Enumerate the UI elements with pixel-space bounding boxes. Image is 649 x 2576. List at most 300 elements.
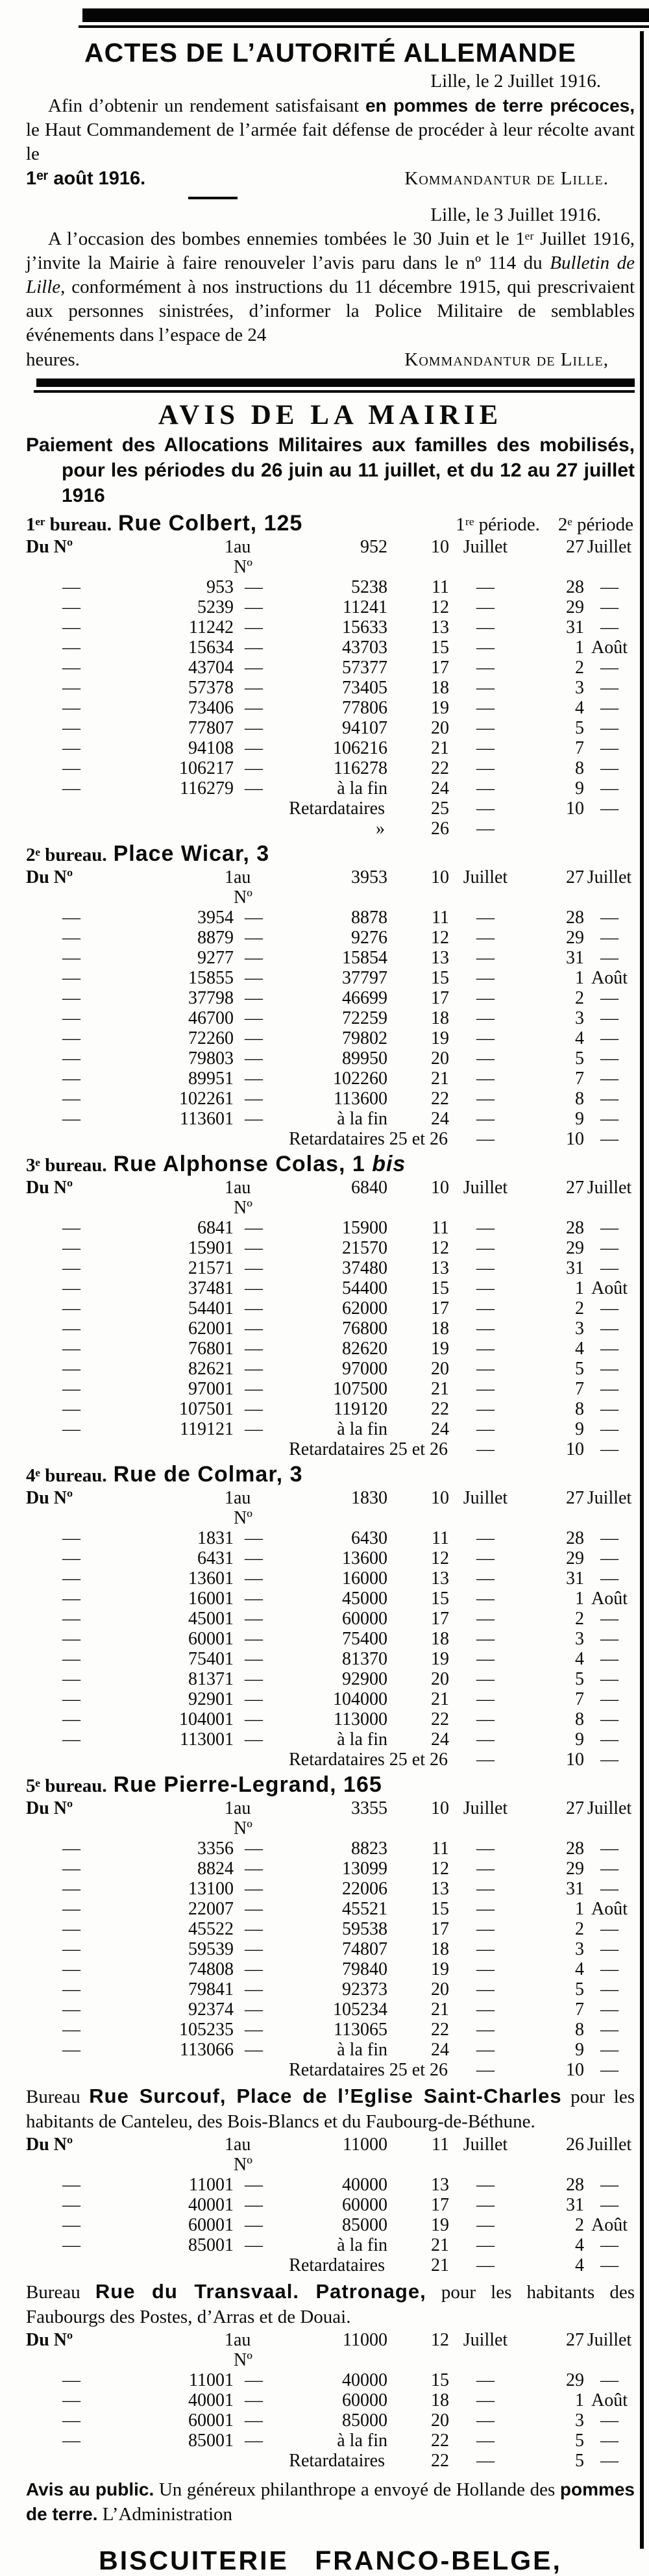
table-cell: — (600, 2000, 618, 2020)
table-cell: à la fin (337, 1729, 387, 1750)
table-cell: — (62, 1979, 80, 2000)
mairie-subtitle: Paiement des Allocations Militaires aux familles des mobilisés, pour les périodes du 26 juin au 11 juillet, et du 12 au 27 juillet 1916 (26, 434, 635, 506)
table-cell: 4 (575, 698, 584, 718)
table-cell: — (476, 778, 495, 799)
table-cell: 106216 (333, 738, 387, 758)
table-row (26, 1339, 635, 1359)
table-cell: — (62, 1319, 80, 1339)
table-cell: — (476, 1359, 495, 1379)
table-cell: — (62, 1669, 80, 1689)
table-cell: — (245, 2235, 263, 2255)
table-cell: 19 (431, 698, 449, 718)
table-cell: 1 (575, 1589, 584, 1609)
paragraph-pommes (26, 93, 635, 166)
table-cell: — (600, 678, 618, 698)
bureau-ordinal: 5ᵉ bureau. (26, 1776, 107, 1796)
table-cell: 16000 (342, 1568, 387, 1589)
table-row (26, 2000, 635, 2020)
table-cell: 21 (431, 2000, 449, 2020)
table-cell: — (600, 1218, 618, 1238)
table-cell: 19 (431, 2215, 449, 2235)
retardataires-label: Retardataires 25 et 26 (289, 2060, 448, 2080)
table-cell: — (245, 2410, 263, 2431)
table-cell: — (245, 1339, 263, 1359)
table-cell: 7 (575, 1379, 584, 1399)
table-cell: — (62, 1568, 80, 1589)
table-cell: — (245, 2390, 263, 2410)
table-cell: 105235 (179, 2020, 234, 2040)
table-cell: — (245, 1899, 263, 1919)
table-cell: — (245, 928, 263, 948)
table-cell: — (62, 2390, 80, 2410)
table-cell: 76800 (342, 1319, 387, 1339)
table-cell: — (600, 1109, 618, 1129)
table-cell: au Nº (234, 867, 252, 908)
retardataires-label: Retardataires (289, 2255, 385, 2275)
table-cell: 3 (575, 1319, 584, 1339)
table-cell: — (476, 1649, 495, 1669)
table-cell: — (476, 2451, 495, 2471)
table-cell: 28 (566, 1839, 584, 1859)
table-cell: — (476, 1589, 495, 1609)
table-cell: — (476, 968, 495, 988)
bureau-address: Rue de Colmar, 3 (113, 1462, 303, 1487)
table-cell: 73406 (188, 698, 234, 718)
table-cell: — (476, 2370, 495, 2390)
allocation-table (26, 1488, 635, 1770)
table-cell: — (476, 1069, 495, 1089)
table-cell: — (62, 928, 80, 948)
bureau-heading (26, 2279, 635, 2329)
table-cell: au Nº (234, 1488, 252, 1528)
table-cell: 10 (431, 1178, 449, 1198)
table-cell (584, 819, 635, 839)
table-cell: 13 (431, 2175, 449, 2195)
table-cell: — (600, 2255, 618, 2275)
table-cell: 5 (575, 1359, 584, 1379)
table-cell: — (245, 617, 263, 638)
table-cell: — (62, 698, 80, 718)
table-cell: 20 (431, 1359, 449, 1379)
table-cell: — (476, 1548, 495, 1568)
table-cell: — (245, 1629, 263, 1649)
table-cell: 12 (431, 2330, 449, 2350)
table-cell: — (245, 1298, 263, 1319)
table-cell: — (600, 2175, 618, 2195)
table-cell: 31 (566, 1879, 584, 1899)
table-cell: — (476, 2235, 495, 2255)
table-cell: — (62, 1008, 80, 1028)
table-cell: 29 (566, 928, 584, 948)
table-cell: 77806 (342, 698, 387, 718)
table-cell: 62000 (342, 1298, 387, 1319)
table-cell: — (62, 658, 80, 678)
table-cell: 106217 (179, 758, 234, 778)
table-cell: — (476, 1528, 495, 1548)
table-cell: — (476, 1238, 495, 1258)
table-row (26, 948, 635, 968)
table-cell: Juillet (463, 2330, 508, 2350)
table-row (26, 1649, 635, 1669)
table-cell: 12 (431, 928, 449, 948)
table-cell: — (62, 2235, 80, 2255)
table-row (26, 638, 635, 658)
table-cell: — (62, 1089, 80, 1109)
table-cell: — (476, 1689, 495, 1709)
table-cell: 18 (431, 1939, 449, 1959)
table-row (26, 2390, 635, 2410)
table-cell: — (62, 2175, 80, 2195)
table-cell: 73405 (342, 678, 387, 698)
bureau-area-description: pour les habitants des Faubourgs des Postes, d’Arras et de Douai. (26, 2282, 635, 2327)
bureau-area-description: pour les habitants de Canteleu, des Bois-Blancs et du Faubourg-de-Béthune. (26, 2087, 635, 2132)
table-cell: — (600, 738, 618, 758)
table-cell: — (476, 1899, 495, 1919)
table-cell: — (476, 1939, 495, 1959)
table-cell: 21 (431, 1379, 449, 1399)
table-cell: 21 (431, 2235, 449, 2255)
allocation-table (26, 2135, 635, 2275)
table-cell: — (476, 718, 495, 738)
table-cell: 72259 (342, 1008, 387, 1028)
table-cell: — (245, 577, 263, 597)
table-cell: — (245, 738, 263, 758)
table-cell: à la fin (337, 1419, 387, 1439)
table-cell: 59539 (188, 1939, 234, 1959)
table-cell: — (245, 638, 263, 658)
table-row (26, 1178, 635, 1218)
retardataires-row (26, 2060, 635, 2080)
table-cell: — (245, 1979, 263, 2000)
table-cell: 3953 (351, 867, 387, 887)
table-cell: — (600, 2370, 618, 2390)
table-cell: — (600, 758, 618, 778)
table-cell: 17 (431, 2195, 449, 2215)
table-cell: 20 (431, 1048, 449, 1069)
table-cell: — (62, 1109, 80, 1129)
table-cell: — (600, 1528, 618, 1548)
table-cell: 4 (575, 2235, 584, 2255)
table-cell: 26 (566, 2135, 584, 2155)
table-cell: 10 (566, 1129, 584, 1149)
table-cell: 15 (431, 1899, 449, 1919)
table-row (26, 1218, 635, 1238)
table-row (26, 1028, 635, 1048)
table-cell: — (476, 658, 495, 678)
table-row (26, 1939, 635, 1959)
table-cell: 10 (566, 2060, 584, 2080)
table-cell: 92900 (342, 1669, 387, 1689)
table-cell: — (600, 778, 618, 799)
table-cell: — (62, 1609, 80, 1629)
table-row (26, 1609, 635, 1629)
table-cell: 4 (575, 1649, 584, 1669)
table-cell: 21 (431, 738, 449, 758)
table-cell: — (476, 2195, 495, 2215)
table-cell: Juillet (463, 867, 508, 887)
table-cell: 15 (431, 638, 449, 658)
table-cell: 7 (575, 1069, 584, 1089)
table-cell: — (245, 1109, 263, 1129)
table-cell: — (600, 2451, 618, 2471)
table-cell: 107500 (333, 1379, 387, 1399)
table-cell: — (600, 1859, 618, 1879)
table-cell: 1 (575, 968, 584, 988)
table-cell: — (600, 1238, 618, 1258)
table-cell: 16001 (188, 1589, 234, 1609)
table-cell: 94107 (342, 718, 387, 738)
table-cell: — (62, 1298, 80, 1319)
bureau-heading (26, 1772, 635, 1798)
table-cell: 9276 (351, 928, 387, 948)
table-cell: 11242 (189, 617, 234, 638)
table-cell: 10 (566, 1439, 584, 1459)
table-cell: — (245, 758, 263, 778)
table-cell: 12 (431, 1548, 449, 1568)
table-cell: 21570 (342, 1238, 387, 1258)
public-notice (26, 2477, 635, 2527)
retardataires-label: Retardataires (289, 2451, 385, 2471)
signature-kommandantur: Kommandantur de Lille. (404, 168, 609, 189)
table-cell: 18 (431, 2390, 449, 2410)
table-cell: Août (591, 1589, 628, 1609)
table-cell: 24 (431, 778, 449, 799)
table-cell: 18 (431, 1629, 449, 1649)
table-cell: 13600 (342, 1548, 387, 1568)
table-cell: 43704 (188, 658, 234, 678)
table-cell: 31 (566, 617, 584, 638)
table-cell: — (245, 1568, 263, 1589)
table-cell: 17 (431, 1298, 449, 1319)
table-cell: 15 (431, 1589, 449, 1609)
table-cell: 40001 (188, 2390, 234, 2410)
table-cell: 79802 (342, 1028, 387, 1048)
table-cell: 116279 (180, 778, 234, 799)
bureau-address: Rue Pierre-Legrand, 165 (113, 1772, 382, 1797)
table-row (26, 2195, 635, 2215)
table-cell: — (62, 1258, 80, 1278)
table-cell: 60000 (342, 2390, 387, 2410)
table-cell: — (476, 597, 495, 617)
table-row (26, 1709, 635, 1729)
table-cell: 1 (225, 2135, 234, 2155)
table-row (26, 1109, 635, 1129)
table-row (26, 1399, 635, 1419)
table-row (26, 1669, 635, 1689)
table-cell: 60000 (342, 1609, 387, 1629)
table-cell: 8 (575, 2020, 584, 2040)
table-cell: 116278 (334, 758, 387, 778)
table-cell: 27 (566, 1488, 584, 1508)
table-row (26, 698, 635, 718)
table-cell: — (600, 1939, 618, 1959)
table-cell: 92373 (342, 1979, 387, 2000)
retardataires-label: Retardataires 25 et 26 (289, 1129, 448, 1149)
table-row (26, 658, 635, 678)
notice-lead: Avis au public. (26, 2479, 154, 2499)
table-cell: 81371 (188, 1669, 234, 1689)
advert-banner: BISCUITERIE FRANCO-BELGE, (99, 2545, 562, 2575)
table-cell: 28 (566, 2175, 584, 2195)
table-cell: 92374 (188, 2000, 234, 2020)
table-cell: 75401 (188, 1649, 234, 1669)
signature-line (26, 347, 635, 372)
table-cell: 11 (432, 2135, 449, 2155)
table-cell: 113065 (334, 2020, 387, 2040)
table-cell: — (245, 988, 263, 1008)
table-cell: 8878 (351, 908, 387, 928)
table-cell: 7 (575, 2000, 584, 2020)
table-row (26, 778, 635, 799)
table-cell: — (476, 738, 495, 758)
table-cell: à la fin (337, 2040, 387, 2060)
table-cell: 1830 (351, 1488, 387, 1508)
table-cell: 5239 (197, 597, 234, 617)
table-cell: 102260 (333, 1069, 387, 1089)
table-cell: 10 (566, 1750, 584, 1770)
table-cell: — (476, 2215, 495, 2235)
table-row (26, 1879, 635, 1899)
table-cell: — (62, 1689, 80, 1709)
table-cell: 4 (575, 1339, 584, 1359)
table-cell: — (62, 2431, 80, 2451)
table-cell: 15634 (188, 638, 234, 658)
table-row (26, 1258, 635, 1278)
table-cell: — (62, 1649, 80, 1669)
bureau-block (26, 1152, 635, 1459)
table-cell: — (245, 1649, 263, 1669)
table-cell: — (245, 1919, 263, 1939)
table-cell: à la fin (337, 778, 387, 799)
table-cell: 11 (432, 1218, 449, 1238)
notice-tail: L’Administration (97, 2504, 233, 2525)
table-cell: 20 (431, 1979, 449, 2000)
table-cell: 29 (566, 1238, 584, 1258)
table-cell: 24 (431, 1109, 449, 1129)
table-cell: — (245, 1379, 263, 1399)
table-cell: — (600, 1729, 618, 1750)
table-cell: — (600, 1879, 618, 1899)
table-cell: — (476, 1339, 495, 1359)
table-cell: — (600, 2040, 618, 2060)
table-cell: — (62, 1959, 80, 1979)
table-cell: — (600, 1399, 618, 1419)
table-cell: — (476, 2060, 495, 2080)
table-cell: — (62, 638, 80, 658)
table-row (26, 1839, 635, 1859)
table-cell: — (245, 1419, 263, 1439)
table-cell: 10 (566, 799, 584, 819)
table-cell: — (62, 617, 80, 638)
table-cell: 113601 (180, 1109, 234, 1129)
table-cell: 60001 (188, 2215, 234, 2235)
table-cell: — (245, 1089, 263, 1109)
table-row (26, 577, 635, 597)
table-cell: — (600, 1439, 618, 1459)
table-cell: — (600, 1258, 618, 1278)
table-cell: 5 (575, 1979, 584, 2000)
table-row (26, 2235, 635, 2255)
table-cell: — (600, 799, 618, 819)
table-cell: — (245, 908, 263, 928)
table-cell: — (600, 1339, 618, 1359)
retardataires-row (26, 819, 635, 839)
table-cell: — (245, 1008, 263, 1028)
table-row (26, 1008, 635, 1028)
table-cell: — (476, 1879, 495, 1899)
table-row (26, 1528, 635, 1548)
period-2-header: 2ᵉ période (557, 514, 633, 535)
table-cell: — (476, 1439, 495, 1459)
retardataires-label: » (376, 819, 385, 839)
table-cell: Août (591, 2390, 628, 2410)
table-cell: 29 (566, 1859, 584, 1879)
table-cell: Juillet (587, 1178, 632, 1198)
table-cell: 13601 (188, 1568, 234, 1589)
table-cell: 17 (431, 988, 449, 1008)
table-row (26, 1548, 635, 1568)
table-cell: 31 (566, 948, 584, 968)
table-row (26, 1959, 635, 1979)
table-cell: — (62, 738, 80, 758)
table-cell: 59538 (342, 1919, 387, 1939)
table-cell: — (62, 948, 80, 968)
table-cell: — (245, 1238, 263, 1258)
table-row (26, 867, 635, 908)
table-cell: 15900 (342, 1218, 387, 1238)
table-cell: 10 (431, 1798, 449, 1818)
table-cell: — (62, 1339, 80, 1359)
table-cell: 5 (575, 718, 584, 738)
table-cell: — (62, 1879, 80, 1899)
table-cell: — (62, 1218, 80, 1238)
table-cell: — (476, 799, 495, 819)
table-cell: — (600, 1689, 618, 1709)
table-cell: 75400 (342, 1629, 387, 1649)
table-cell: — (62, 758, 80, 778)
table-cell: 22 (431, 2451, 449, 2471)
signature-kommandantur: Kommandantur de Lille, (404, 349, 609, 370)
table-cell: — (62, 577, 80, 597)
paragraph-last-word: heures. (26, 349, 80, 370)
bureau-block (26, 1462, 635, 1770)
bureau-block (26, 1772, 635, 2080)
table-cell: 8 (575, 1089, 584, 1109)
table-cell: — (62, 1548, 80, 1568)
table-cell: 40001 (188, 2195, 234, 2215)
table-cell: 1 (225, 1488, 234, 1508)
table-cell: 37798 (188, 988, 234, 1008)
table-cell: 22 (431, 1399, 449, 1419)
table-row (26, 537, 635, 577)
table-cell: — (62, 1859, 80, 1879)
table-cell: 29 (566, 2370, 584, 2390)
bureau-address: Rue Alphonse Colas, 1 bis (113, 1152, 406, 1176)
allocation-table (26, 1798, 635, 2080)
table-row (26, 1589, 635, 1609)
table-cell: — (245, 718, 263, 738)
table-cell: — (62, 2000, 80, 2020)
table-cell: 45522 (188, 1919, 234, 1939)
table-cell: 105234 (333, 2000, 387, 2020)
retardataires-label: Retardataires 25 et 26 (289, 1439, 448, 1459)
table-cell: — (476, 1959, 495, 1979)
table-cell: 7 (575, 1689, 584, 1709)
table-cell: — (62, 1048, 80, 1069)
retardataires-label: Retardataires (289, 799, 385, 819)
table-cell: — (62, 1629, 80, 1649)
bureau-ordinal: 4ᵉ bureau. (26, 1465, 107, 1486)
